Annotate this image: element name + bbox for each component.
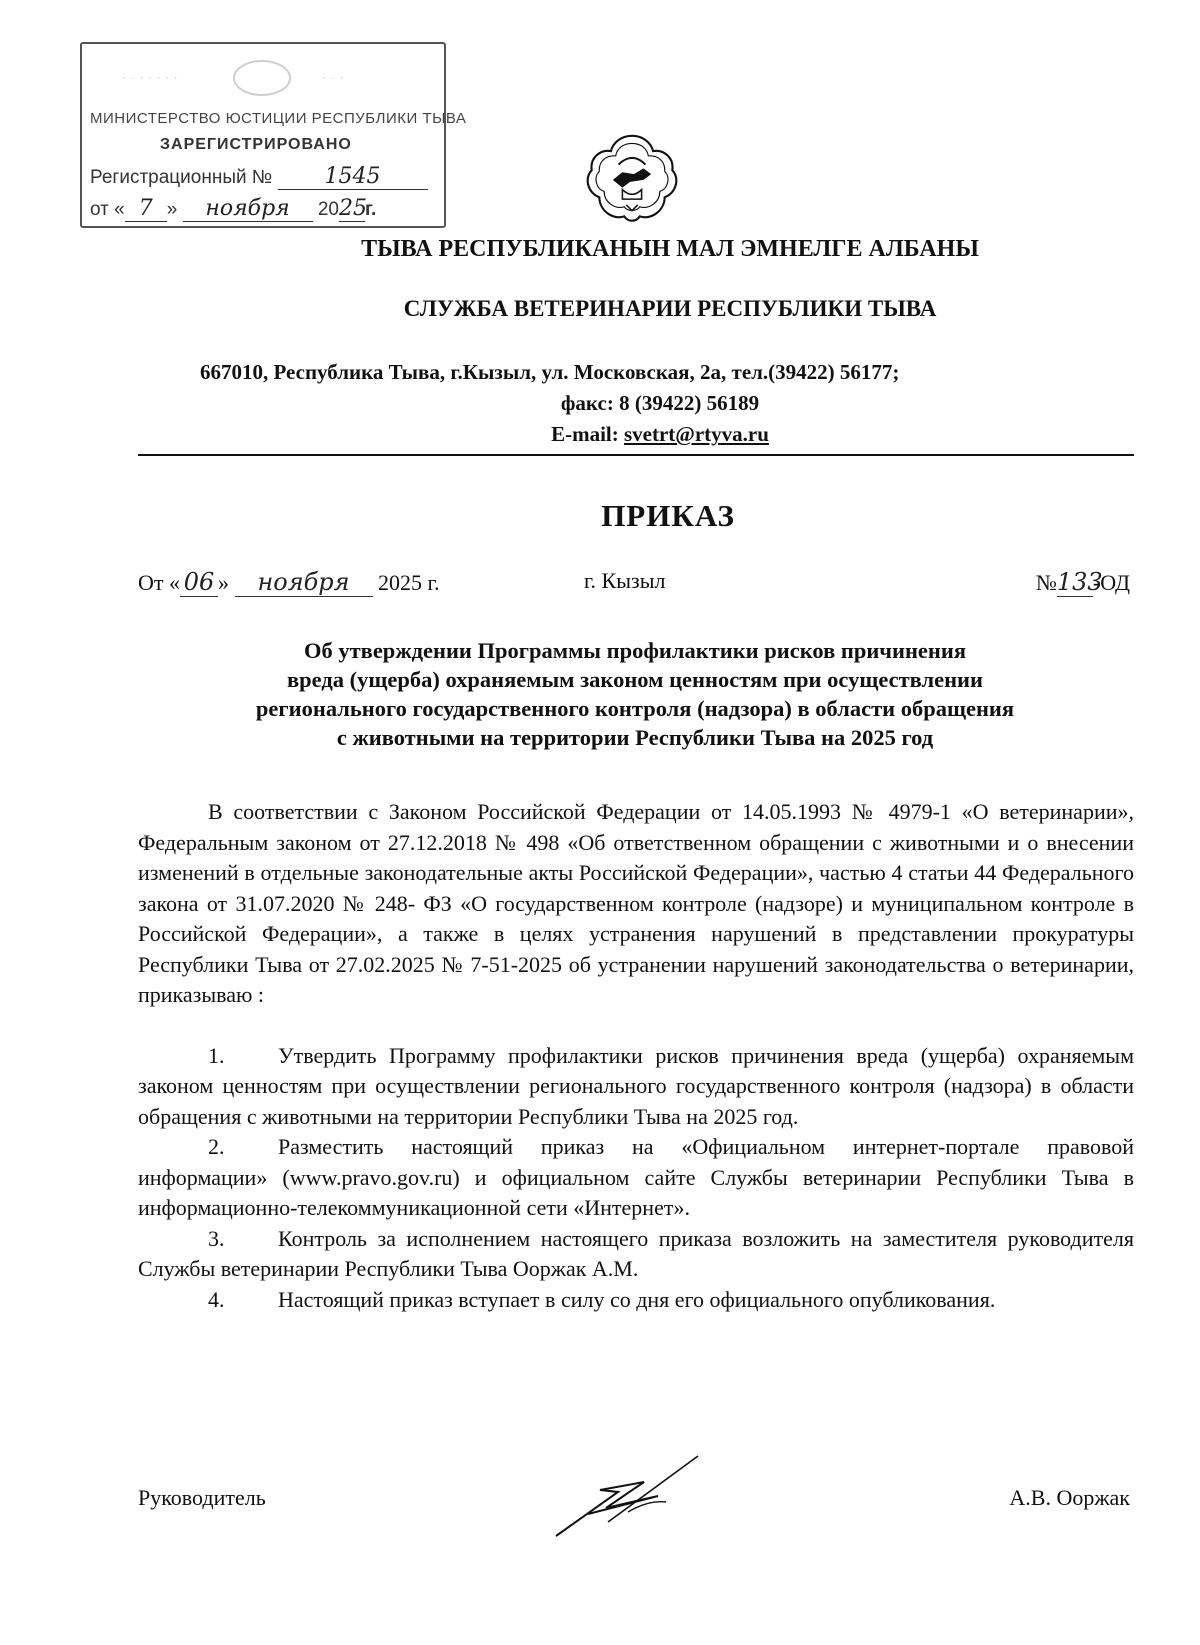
email-label: E-mail: bbox=[551, 422, 624, 446]
signer-role: Руководитель bbox=[138, 1485, 266, 1510]
document-city: г. Кызыл bbox=[584, 568, 666, 593]
stamp-registration-number bbox=[90, 164, 428, 190]
order-item-3 bbox=[138, 1224, 1134, 1285]
preamble-paragraph: В соответствии с Законом Российской Федерации от 14.05.1993 № 4979-1 «О ветеринарии», Федеральным законом от 27.12.2018 № 498 «Об ответственном обращении с животными и о внесении изменений в отдельные законодательные акты Российской Федерации», частью 4 статьи 44 Федерального закона от 31.07.2020 № 248- ФЗ «О государственном контроле (надзоре) и муниципальном контроле в Российской Федерации», а также в целях устранения нарушений в представлении прокуратуры Республики Тыва от 27.02.2025 № 7-51-2025 об устранении нарушений законодательства о ветеринарии, приказываю : bbox=[138, 799, 1134, 1007]
date-year: 2025 г. bbox=[378, 570, 440, 595]
item-number: 3. bbox=[208, 1225, 225, 1251]
document-title: ПРИКАЗ bbox=[601, 498, 735, 533]
svg-text:· · ·: · · · bbox=[322, 69, 344, 85]
agency-fax: факс: 8 (39422) 56189 bbox=[560, 391, 760, 415]
date-mid: » bbox=[218, 570, 230, 595]
number-value: 133 bbox=[1056, 568, 1103, 596]
agency-address: 667010, Республика Тыва, г.Кызыл, ул. Московская, 2а, тел.(39422) 56177; bbox=[200, 360, 900, 384]
stamp-regno-label: Регистрационный № bbox=[90, 167, 273, 188]
number-prefix: № bbox=[1035, 570, 1057, 595]
stamp-from-label: от « bbox=[90, 199, 125, 220]
subject-line: вреда (ущерба) охраняемым законом ценностям при осуществлении bbox=[287, 667, 983, 692]
stamp-registration-date: от « 7 » ноября 2025г. bbox=[90, 196, 377, 221]
subject-line: с животными на территории Республики Тыва на 2025 год bbox=[336, 725, 934, 750]
stamp-year-end: г. bbox=[364, 199, 377, 220]
item-text: Настоящий приказ вступает в силу со дня его официального опубликования. bbox=[278, 1286, 996, 1312]
agency-email-link[interactable]: svetrt@rtyva.ru bbox=[624, 422, 769, 446]
stamp-ministry: МИНИСТЕРСТВО ЮСТИЦИИ РЕСПУБЛИКИ ТЫВА bbox=[90, 110, 467, 127]
date-month: ноября bbox=[235, 568, 373, 597]
tuva-coat-of-arms-icon bbox=[584, 130, 680, 226]
number-suffix: -ОД bbox=[1092, 570, 1130, 595]
subject-line: регионального государственного контроля (надзора) в области обращения bbox=[255, 696, 1015, 721]
item-number: 2. bbox=[208, 1134, 225, 1159]
stamp-registered: ЗАРЕГИСТРИРОВАНО bbox=[160, 136, 352, 153]
document-date-line bbox=[138, 568, 1134, 602]
date-day: 06 bbox=[180, 568, 218, 597]
stamp-seal-imprint-icon bbox=[112, 56, 412, 96]
document-subject bbox=[150, 636, 1120, 752]
stamp-month: ноября bbox=[183, 196, 313, 222]
document-date bbox=[138, 568, 440, 597]
signer-name: А.В. Ооржак bbox=[1009, 1485, 1130, 1510]
subject-line: Об утверждении Программы профилактики рисков причинения bbox=[303, 638, 967, 663]
item-text: Разместить настоящий приказ на «Официальном интернет-портале правовой информации» (www.pravo.gov.ru) и официальном сайте Службы ветеринарии Республики Тыва в информационно-телекоммуникационной сети «Интернет». bbox=[138, 1134, 1134, 1220]
item-text: Контроль за исполнением настоящего приказа возложить на заместителя руководителя Службы ветеринарии Республики Тыва Ооржак А.М. bbox=[138, 1225, 1134, 1281]
stamp-year-prefix: 20 bbox=[317, 199, 339, 220]
document-body bbox=[138, 797, 1134, 1315]
signature-block bbox=[138, 1485, 1134, 1525]
stamp-year-suffix: 25 bbox=[338, 196, 367, 221]
order-item-1 bbox=[138, 1041, 1134, 1133]
item-number: 1. bbox=[208, 1042, 225, 1068]
date-prefix: От « bbox=[138, 570, 181, 595]
header-divider bbox=[138, 454, 1134, 456]
agency-email-line bbox=[60, 422, 1200, 447]
agency-name-russian: СЛУЖБА ВЕТЕРИНАРИИ РЕСПУБЛИКИ ТЫВА bbox=[403, 296, 937, 321]
svg-text:· · · · · · ·: · · · · · · · bbox=[122, 69, 178, 85]
document-number bbox=[1036, 568, 1130, 597]
stamp-day: 7 bbox=[125, 196, 167, 222]
agency-name-tuvan: ТЫВА РЕСПУБЛИКАНЫН МАЛ ЭМНЕЛГЕ АЛБАНЫ bbox=[361, 236, 979, 262]
order-item-2 bbox=[138, 1132, 1134, 1224]
registration-stamp bbox=[80, 42, 467, 228]
stamp-regno-value: 1545 bbox=[278, 164, 428, 190]
item-number: 4. bbox=[208, 1286, 225, 1312]
item-text: Утвердить Программу профилактики рисков причинения вреда (ущерба) охраняемым законом ценностям при осуществлении регионального государственного контроля (надзора) в области обращения с животными на территории Республики Тыва на 2025 год. bbox=[138, 1042, 1134, 1129]
order-item-4 bbox=[138, 1285, 1134, 1316]
